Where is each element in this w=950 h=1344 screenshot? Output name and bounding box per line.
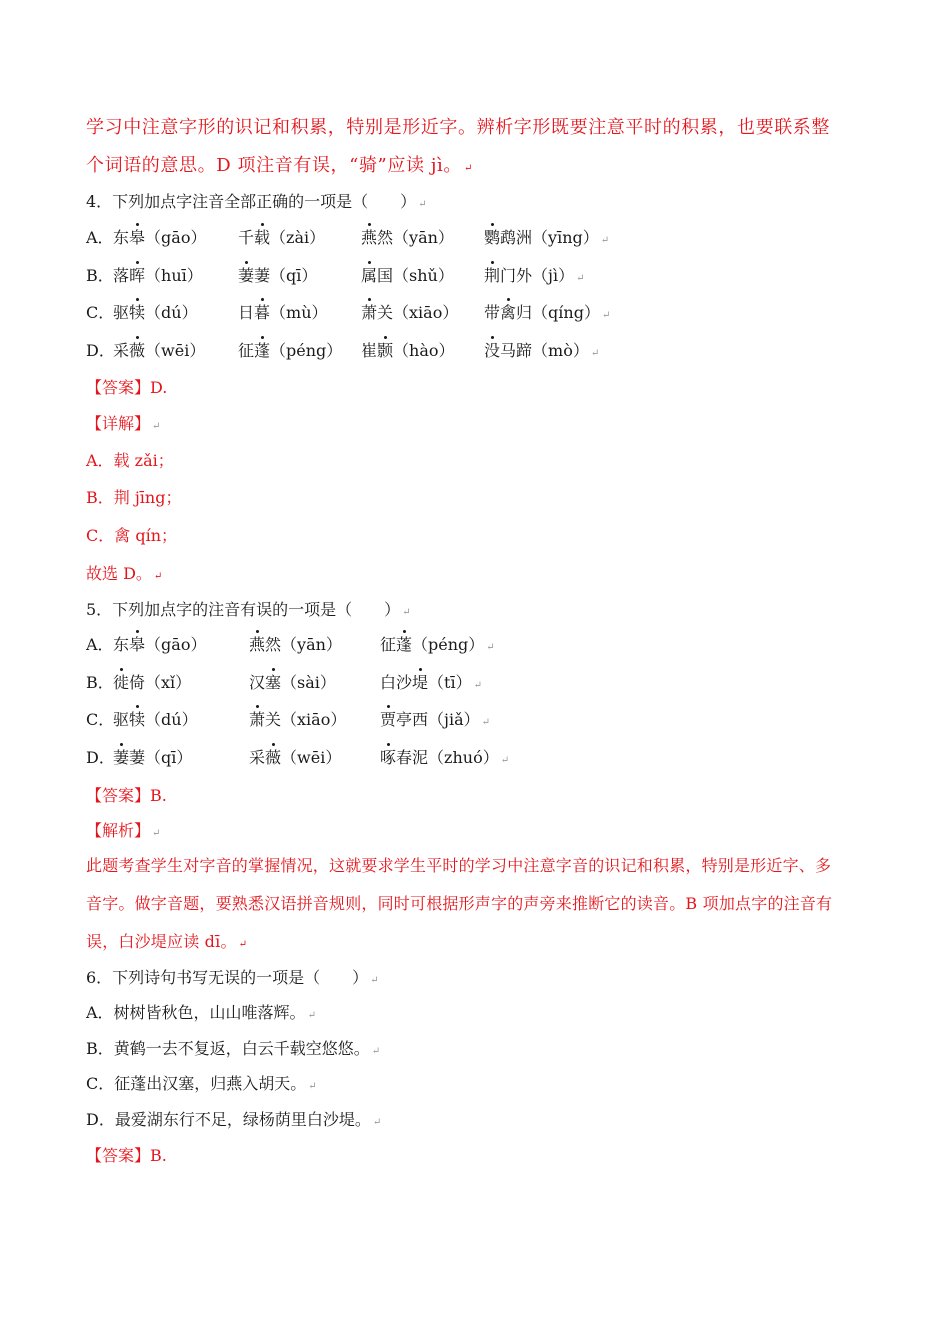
option-text-pinyin: （jì） xyxy=(532,266,575,285)
q5-option-label: D． xyxy=(86,748,115,767)
dotted-char: 堤 xyxy=(412,673,429,692)
option-text-pinyin: （shǔ） xyxy=(393,266,454,285)
dotted-char: 燕 xyxy=(361,228,378,247)
option-text-pinyin: （mù） xyxy=(270,303,328,322)
paragraph-mark: ↵ xyxy=(500,755,510,766)
q5-option-item xyxy=(249,710,346,730)
intro-line-2: 个词语的意思。D 项注音有误，“骑”应读 jì。 ↵ xyxy=(86,155,473,176)
option-text-pinyin: （mò） xyxy=(532,341,589,360)
q4-option-item xyxy=(361,266,454,286)
dotted-char: 荆 xyxy=(484,266,501,285)
q4-option-item xyxy=(361,228,454,248)
dotted-char: 薇 xyxy=(265,748,282,767)
q4-option-label: C． xyxy=(86,303,115,322)
option-text-pinyin: （huī） xyxy=(145,266,203,285)
option-text-pre: 征 xyxy=(238,341,255,360)
q4-stem: 4．下列加点字注音全部正确的一项是（ ） ↵ xyxy=(86,192,427,211)
option-text-post: 国 xyxy=(377,266,394,285)
dotted-char: 蓬 xyxy=(396,635,413,654)
q4-option-item xyxy=(484,266,585,289)
q5-answer: 【答案】B. xyxy=(86,786,167,805)
dotted-char: 燕 xyxy=(249,635,266,654)
q4-option-item xyxy=(113,303,198,323)
dotted-char: 鹦 xyxy=(484,228,501,247)
q4-detail-a: A．载 zǎi； xyxy=(86,451,174,470)
option-text-pinyin: （qī） xyxy=(145,748,193,767)
option-text-pre: 驱 xyxy=(113,710,130,729)
q4-conclusion: 故选 D。 ↵ xyxy=(86,564,163,583)
q5-analysis-line-1: 此题考查学生对字音的掌握情况，这就要求学生平时的学习中注意字音的识记和积累，特别是形近字、多 xyxy=(86,856,832,875)
q4-option-label: B． xyxy=(86,266,114,285)
q5-analysis-title: 【解析】 ↵ xyxy=(86,821,161,840)
option-text-pinyin: （wēi） xyxy=(281,748,342,767)
option-text-pinyin: （xiāo） xyxy=(393,303,459,322)
dotted-char: 载 xyxy=(254,228,271,247)
option-text-post: 门外 xyxy=(500,266,533,285)
q5-option-item xyxy=(249,748,341,768)
option-text-pinyin: （gāo） xyxy=(145,228,207,247)
q5-option-item xyxy=(249,635,342,655)
q4-option-label: D． xyxy=(86,341,115,360)
q4-option-item xyxy=(113,341,205,361)
option-text-pre: 带 xyxy=(484,303,501,322)
paragraph-mark: ↵ xyxy=(600,235,610,246)
q5-analysis-line-3: 误，白沙堤应读 dī。 ↵ xyxy=(86,932,248,951)
q5-option-label: B． xyxy=(86,673,114,692)
option-text-post: 然 xyxy=(377,228,394,247)
q5-stem: 5．下列加点字的注音有误的一项是（ ） ↵ xyxy=(86,600,411,619)
paragraph-mark: ↵ xyxy=(486,642,495,653)
option-text-post: 关 xyxy=(265,710,282,729)
dotted-char: 颢 xyxy=(377,341,394,360)
dotted-char: 皋 xyxy=(129,635,146,654)
dotted-char: 徙 xyxy=(113,673,130,692)
option-text-post: 鹉洲 xyxy=(500,228,533,247)
dotted-char: 蓬 xyxy=(254,341,271,360)
q5-option-label: A． xyxy=(86,635,114,654)
option-text-pre: 崔 xyxy=(361,341,378,360)
option-text-post: 亭西 xyxy=(396,710,429,729)
q4-detail-c: C．禽 qín； xyxy=(86,526,177,545)
dotted-char: 属 xyxy=(361,266,378,285)
q4-option-item xyxy=(238,266,317,286)
q6-option-c: C．征蓬出汉塞，归燕入胡天。 ↵ xyxy=(86,1074,317,1093)
q6-stem: 6．下列诗句书写无误的一项是（ ） ↵ xyxy=(86,968,379,987)
q4-option-item xyxy=(484,228,609,251)
option-text-pre: 日 xyxy=(238,303,255,322)
q6-answer: 【答案】B. xyxy=(86,1146,167,1165)
dotted-char: 啄 xyxy=(380,748,397,767)
option-text-post: 归 xyxy=(516,303,533,322)
option-text-pinyin: （zài） xyxy=(270,228,326,247)
q4-option-item xyxy=(113,266,203,286)
option-text-post: 关 xyxy=(377,303,394,322)
q4-option-item xyxy=(484,303,610,326)
option-text-pinyin: （wēi） xyxy=(145,341,206,360)
q4-option-item xyxy=(238,228,325,248)
option-text-pinyin: （xiāo） xyxy=(281,710,347,729)
option-text-pinyin: （gāo） xyxy=(145,635,207,654)
paragraph-mark: ↵ xyxy=(473,680,482,691)
dotted-char: 皋 xyxy=(129,228,146,247)
option-text-post: 倚 xyxy=(129,673,146,692)
option-text-pre: 驱 xyxy=(113,303,130,322)
option-text-post: 马蹄 xyxy=(500,341,533,360)
option-text-pre: 采 xyxy=(249,748,266,767)
dotted-char: 萧 xyxy=(249,710,266,729)
dotted-char: 贾 xyxy=(380,710,397,729)
option-text-pinyin: （zhuó） xyxy=(428,748,499,767)
option-text-pinyin: （péng） xyxy=(412,635,485,654)
q5-option-item xyxy=(113,673,191,693)
q4-answer: 【答案】D. xyxy=(86,378,168,397)
q6-option-a: A．树树皆秋色，山山唯落辉。 ↵ xyxy=(86,1003,316,1022)
q4-option-item xyxy=(113,228,206,248)
option-text-post: 萋 xyxy=(254,266,271,285)
option-text-post: 萋 xyxy=(129,748,146,767)
dotted-char: 萧 xyxy=(361,303,378,322)
q5-option-item xyxy=(113,710,198,730)
paragraph-mark: ↵ xyxy=(601,310,611,321)
option-text-pre: 采 xyxy=(113,341,130,360)
paragraph-mark: ↵ xyxy=(576,273,585,284)
q5-option-item xyxy=(380,710,490,733)
option-text-pre: 落 xyxy=(113,266,130,285)
option-text-pre: 东 xyxy=(113,635,130,654)
option-text-post: 然 xyxy=(265,635,282,654)
dotted-char: 萋 xyxy=(238,266,255,285)
q5-option-item xyxy=(249,673,336,693)
option-text-pre: 白沙 xyxy=(380,673,413,692)
q5-option-item xyxy=(113,635,206,655)
dotted-char: 萋 xyxy=(113,748,130,767)
option-text-pre: 千 xyxy=(238,228,255,247)
dotted-char: 暮 xyxy=(254,303,271,322)
q4-detail-title: 【详解】 ↵ xyxy=(86,414,161,433)
q5-option-item xyxy=(380,635,495,658)
option-text-pinyin: （jiǎ） xyxy=(428,710,480,729)
dotted-char: 塞 xyxy=(265,673,282,692)
dotted-char: 犊 xyxy=(129,303,146,322)
option-text-pinyin: （xǐ） xyxy=(145,673,192,692)
option-text-pinyin: （yān） xyxy=(393,228,454,247)
q6-option-b: B．黄鹤一去不复返，白云千载空悠悠。 ↵ xyxy=(86,1039,381,1058)
option-text-pinyin: （dú） xyxy=(145,303,198,322)
q6-option-d: D．最爱湖东行不足，绿杨荫里白沙堤。 ↵ xyxy=(86,1110,382,1129)
q4-option-item xyxy=(361,341,455,361)
option-text-pinyin: （yīng） xyxy=(532,228,599,247)
q4-option-item xyxy=(238,341,342,361)
q5-option-label: C． xyxy=(86,710,115,729)
q5-option-item xyxy=(113,748,192,768)
option-text-pre: 东 xyxy=(113,228,130,247)
q5-option-item xyxy=(380,673,482,696)
paragraph-mark: ↵ xyxy=(481,717,491,728)
q5-option-item xyxy=(380,748,509,771)
option-text-pre: 汉 xyxy=(249,673,266,692)
q4-option-item xyxy=(238,303,328,323)
option-text-pinyin: （tī） xyxy=(428,673,472,692)
q4-option-item xyxy=(361,303,458,323)
option-text-pinyin: （péng） xyxy=(270,341,343,360)
dotted-char: 禽 xyxy=(500,303,517,322)
q4-detail-b: B．荆 jīng； xyxy=(86,488,182,507)
q4-option-label: A． xyxy=(86,228,114,247)
option-text-pinyin: （qíng） xyxy=(532,303,600,322)
intro-line-1: 学习中注意字形的识记和积累，特别是形近字。辨析字形既要注意平时的积累，也要联系整 xyxy=(86,117,830,138)
paragraph-mark: ↵ xyxy=(590,348,600,359)
option-text-pinyin: （sài） xyxy=(281,673,336,692)
q5-analysis-line-2: 音字。做字音题，要熟悉汉语拼音规则，同时可根据形声字的声旁来推断它的读音。B 项加点字的注音有 xyxy=(86,894,833,913)
option-text-pinyin: （hào） xyxy=(393,341,455,360)
q4-option-item xyxy=(484,341,599,364)
option-text-pre: 征 xyxy=(380,635,397,654)
dotted-char: 没 xyxy=(484,341,501,360)
option-text-pinyin: （dú） xyxy=(145,710,198,729)
dotted-char: 犊 xyxy=(129,710,146,729)
option-text-post: 春泥 xyxy=(396,748,429,767)
option-text-pinyin: （qī） xyxy=(270,266,318,285)
option-text-pinyin: （yān） xyxy=(281,635,342,654)
dotted-char: 晖 xyxy=(129,266,146,285)
dotted-char: 薇 xyxy=(129,341,146,360)
